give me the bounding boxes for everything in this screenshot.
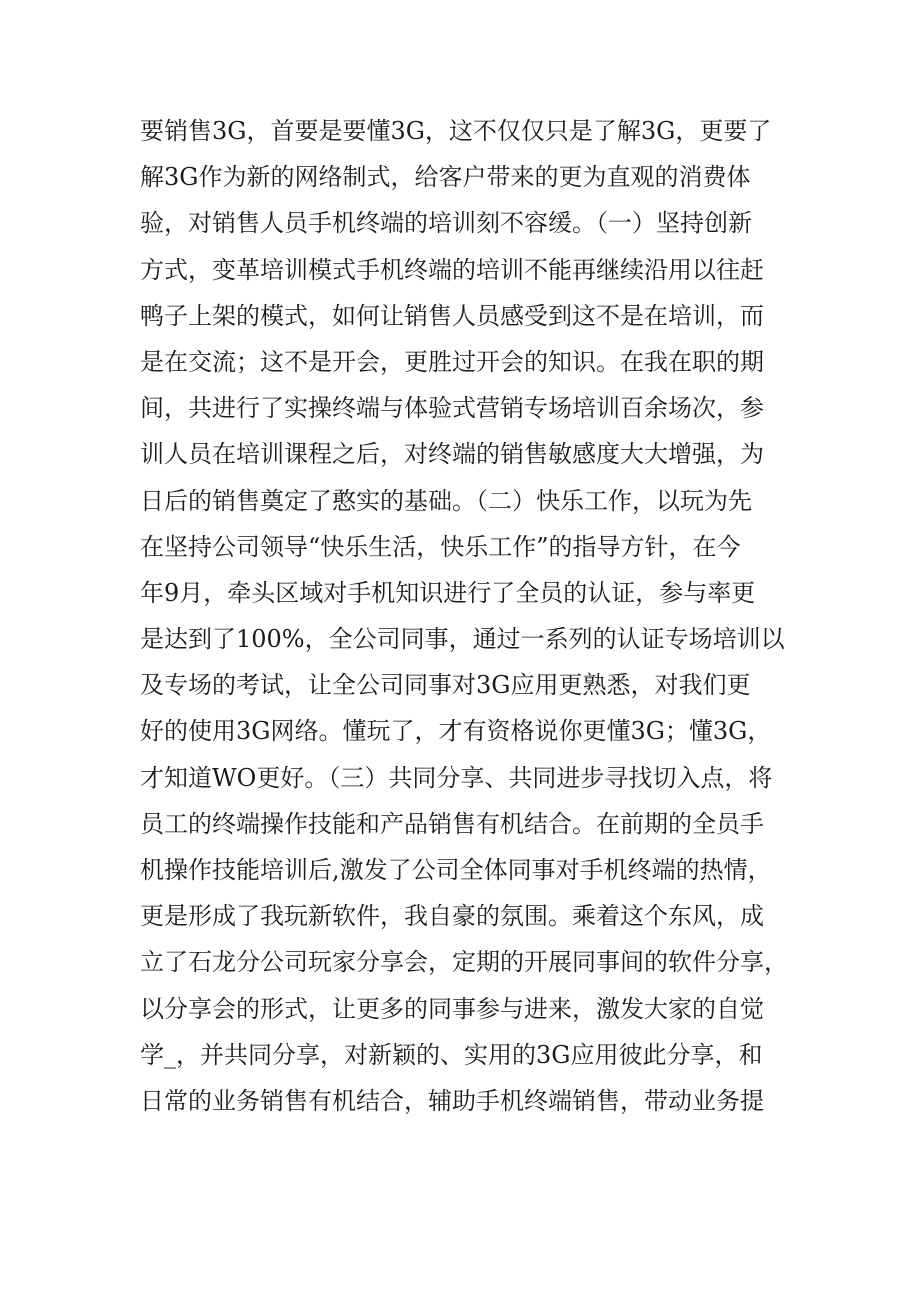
text-line: 以分享会的形式，让更多的同事参与进来，激发大家的自觉: [140, 994, 764, 1023]
text-line: 解3G作为新的网络制式，给客户带来的更为直观的消费体: [140, 163, 751, 192]
text-line: 在坚持公司领导“快乐生活，快乐工作”的指导方针，在今: [140, 532, 741, 561]
body-paragraph: [140, 108, 800, 1124]
text-line: 鸭子上架的模式，如何让销售人员感受到这不是在培训，而: [140, 301, 764, 330]
text-line: 要销售3G，首要是要懂3G，这不仅仅只是了解3G，更要了: [140, 117, 772, 145]
text-line: 立了石龙分公司玩家分享会，定期的开展同事间的软件分享，: [140, 948, 788, 977]
text-line: 是在交流；这不是开会，更胜过开会的知识。在我在职的期: [140, 347, 764, 376]
text-line: 更是形成了我玩新软件，我自豪的氛围。乘着这个东风，成: [140, 902, 764, 931]
text-line: 及专场的考试，让全公司同事对3G应用更熟悉，对我们更: [140, 671, 751, 700]
text-line: 好的使用3G网络。懂玩了，才有资格说你更懂3G；懂3G，: [140, 717, 772, 746]
text-line: 是达到了100%，全公司同事，通过一系列的认证专场培训以: [140, 625, 785, 654]
text-line: 验，对销售人员手机终端的培训刻不容缓。（一）坚持创新: [140, 209, 752, 238]
text-line: 训人员在培训课程之后，对终端的销售敏感度大大增强，为: [140, 440, 764, 469]
text-line: 学_，并共同分享，对新颖的、实用的3G应用彼此分享，和: [140, 1040, 763, 1069]
text-line: 日常的业务销售有机结合，辅助手机终端销售，带动业务提: [140, 1086, 764, 1115]
text-line: 间，共进行了实操终端与体验式营销专场培训百余场次，参: [140, 394, 764, 423]
text-line: 才知道WO更好。（三）共同分享、共同进步寻找切入点，将: [140, 763, 773, 792]
text-line: 机操作技能培训后,激发了公司全体同事对手机终端的热情，: [140, 856, 772, 884]
text-line: 员工的终端操作技能和产品销售有机结合。在前期的全员手: [140, 809, 764, 838]
text-line: 年9月，牵头区域对手机知识进行了全员的认证，参与率更: [140, 578, 756, 607]
text-line: 方式，变革培训模式手机终端的培训不能再继续沿用以往赶: [140, 255, 764, 284]
text-line: 日后的销售奠定了憨实的基础。（二）快乐工作，以玩为先: [140, 486, 752, 515]
